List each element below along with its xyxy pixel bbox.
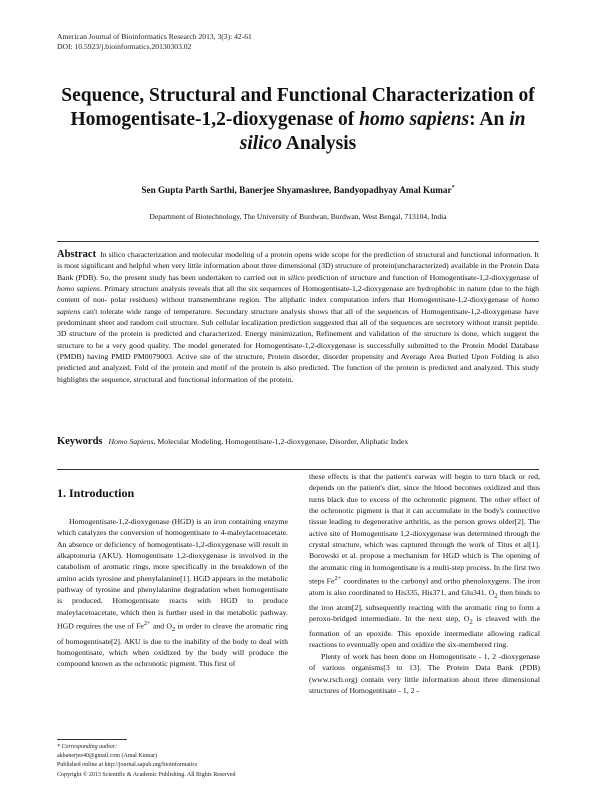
left-column: [57, 516, 288, 670]
superscript: 2+: [334, 575, 342, 583]
paper-title: [40, 84, 556, 156]
footnote-label: * Corresponding author:: [57, 744, 118, 750]
corresponding-mark: *: [451, 185, 455, 191]
abstract-text: can't tolerate wide range of temperature. Secondary structure analysis shows that all of the sequences of Homogentisate-1,2-dioxygenase have predominant sheet and random coil structure. Sub cellular localization prediction suggested that all of the sequences are secretory without transit peptide. 3D structure of the protein is predicted and characterized. Energy minimization, Refinement and validation of the structure is done, which suggest the structure to be a very good quality. The model generated for Homogentisate-1,2-dioxygenase is successfully submitted to the Protein Model Database (PMDB) having PMID PM0079003. Active site of the structure, Protein disorder, disorder propensity and Average Area Buried Upon Folding is also predicted and analyzed. Fold of the protein and motif of the protein is also predicted. The function of the protein is predicted and analyzed. This study highlights the sequence, structural and functional information of the protein.: [57, 306, 539, 384]
title-text: Homogentisate-1,2-dioxygenase of: [70, 109, 360, 130]
abstract-bottom-rule: [57, 469, 539, 470]
intro-paragraph-cont: [309, 471, 540, 651]
abstract-italic: homo sapiens: [57, 295, 539, 316]
abstract-italic: in silico: [279, 272, 305, 282]
title-line-2: [40, 108, 556, 132]
body-text: these effects is that the patient's earwax will begin to turn black or red, depends on the patient's diet, since the blood becomes oxidized and thus turns black due to excess of the ochronotic pigment. The other effect of the ochronotic pigment is that it can accumulate in the body's connective tissue leading to degenerative arthritis, as the person grows older[2]. The active site of Homogentisate 1,2-dioxygenase was determined through the crystal structure, which was captured through the work of Titus et al[1]. Borowski et al. propose a mechanism for HGD which is The opening of the aromatic ring in homogentisate is a multi-step process. In the first two steps Fe: [309, 472, 540, 586]
footnote-rule: [57, 739, 127, 740]
abstract-top-rule: [57, 241, 539, 242]
journal-citation: American Journal of Bioinformatics Research 2013, 3(3): 42-61: [57, 32, 252, 41]
abstract-italic: homo sapiens: [57, 284, 100, 294]
footnote-online: Published online at http://journal.sapub.org/bioinformatics: [57, 762, 198, 769]
abstract-text: . Primary structure analysis reveals that all the six sequences of Homogentisate-1,2-dioxygenase are hydrophobic in nature (due to the high content of non- polar residues) without transmembrane region. The aliphatic index computation infers that Homogentisate-1,2-dioxygenase of: [57, 284, 539, 305]
title-species: homo sapiens: [359, 109, 470, 130]
title-line-3: [40, 132, 556, 156]
keywords: [57, 436, 539, 447]
subscript: 2: [171, 626, 176, 634]
superscript: 2+: [143, 620, 151, 628]
intro-paragraph: [57, 516, 288, 670]
title-text: Analysis: [282, 133, 357, 154]
journal-header: [57, 32, 252, 52]
footnote: [57, 743, 288, 780]
body-text: Homogentisate-1,2-dioxygenase (HGD) is an iron containing enzyme which catalyzes the conversion of homogentisate to 4-maleylacetoacetate. An absence or deficiency of homogentisate-1,2-dioxygenase will result in alkaptonuria (AKU). Homogentisate 1,2-dioxygenase is involved in the catabolism of aromatic rings, more specifically in the breakdown of the amino acids tyrosine and phenylalanine[1]. HGD appears in the metabolic pathway of tyrosine and phenylalanine degradation when homogentisate is produced. Homogentisate reacts with HGD to produce maleylacetoacetate, which then is further used in the metabolic pathway. HGD requires the use of Fe: [57, 517, 288, 631]
body-text: is cleaved with the formation of an epoxide. This epoxide intermediate allowing radical reactions to eventually open and oxidize the six-membered ring.: [309, 614, 540, 650]
author-names: Sen Gupta Parth Sarthi, Banerjee Shyamashree, Bandyopadhyay Amal Kumar: [141, 185, 452, 196]
title-text: : An: [469, 109, 510, 130]
keyword-list: , Molecular Modeling, Homogentisate-1,2-dioxygenase, Disorder, Aliphatic Index: [153, 437, 409, 446]
author-affiliation: Department of Biotechnology, The University of Burdwan, Burdwan, West Bengal, 713104, India: [149, 212, 447, 221]
title-line-1: Sequence, Structural and Functional Characterization of: [61, 85, 535, 106]
abstract-text: In silico characterization and molecular modeling of a protein opens wide scope for the prediction of structural and functional information. It is most significant and helpful when very little information about three dimensional (3D) structure of protein(uncharacterized) available in the Protein Data Bank (PDB). So, the present study has been undertaken to carried out: [57, 250, 539, 282]
section-heading-introduction: 1. Introduction: [57, 486, 135, 500]
footnote-copyright: Copyright © 2013 Scientific & Academic Publishing. All Rights Reserved: [57, 771, 236, 778]
title-italic: silico: [239, 133, 282, 154]
footnote-corresponding: [57, 743, 288, 752]
footnote-email: akbanerjee40@gmail.com (Amal Kumar): [57, 753, 157, 760]
right-column: [309, 471, 540, 696]
abstract: [57, 249, 539, 385]
intro-paragraph-2: Plenty of work has been done on Homogentisate - 1, 2 -dioxygenase of various organisms[3 to 13]. The Protein Data Bank (PDB) (www.rscb.org) contain very little information about three dimensional structures of Homogentisate - 1, 2 -: [309, 651, 540, 695]
subscript: 2: [494, 592, 498, 600]
title-italic: in: [509, 109, 526, 130]
body-text: in order to cleave the aromatic ring of homogentisate[2]. AKU is due to the inability of the body to deal with homogentisate, which when oxidized by the body will produce the compound known as the ochronotic pigment. This first of: [57, 621, 288, 669]
keywords-label: Keywords: [57, 436, 103, 447]
keyword-italic: Homo Sapiens: [108, 437, 154, 446]
body-text: and O: [150, 621, 172, 631]
body-text: then binds to the iron atom[2], subsequently reacting with the aromatic ring to form a peroxo-bridged intermediate. In the next step, O: [309, 588, 541, 624]
abstract-label: Abstract: [57, 249, 97, 260]
author-list: [40, 182, 556, 196]
journal-doi: DOI: 10.5923/j.bioinformatics.20130303.02: [57, 42, 192, 51]
abstract-text: prediction of structure and function of Homogentisate-1,2-dioxygenase of: [304, 272, 539, 282]
subscript: 2: [469, 618, 473, 626]
body-text: coordinates to the carbonyl and ortho phenoloxygens. The iron atom is also coordinated to His335, His371, and Glu341. O: [309, 576, 541, 598]
